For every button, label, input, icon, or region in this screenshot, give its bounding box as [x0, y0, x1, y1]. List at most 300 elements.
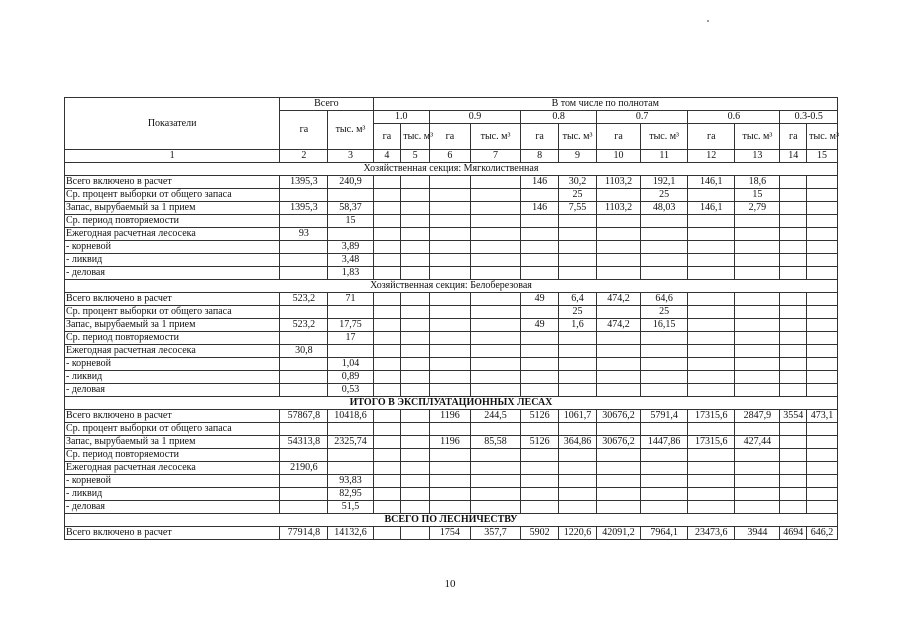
row-label: Всего включено в расчет — [65, 293, 280, 306]
table-cell — [401, 449, 430, 462]
table-cell — [373, 176, 401, 189]
table-cell — [521, 306, 559, 319]
table-cell — [807, 332, 838, 345]
table-cell — [735, 293, 780, 306]
table-cell — [559, 254, 597, 267]
table-cell: 5126 — [521, 410, 559, 423]
table-cell — [559, 228, 597, 241]
table-cell: 15 — [328, 215, 373, 228]
table-cell — [780, 371, 807, 384]
table-cell — [280, 488, 328, 501]
table-cell — [780, 345, 807, 358]
table-cell — [780, 215, 807, 228]
table-cell: 364,86 — [559, 436, 597, 449]
table-cell — [280, 501, 328, 514]
table-cell — [735, 449, 780, 462]
table-row — [65, 436, 838, 449]
table-cell — [401, 371, 430, 384]
header-unit-ha: га — [429, 124, 470, 150]
table-cell — [559, 345, 597, 358]
column-number: 1 — [65, 150, 280, 163]
scan-speck — [707, 20, 709, 22]
table-cell — [401, 176, 430, 189]
table-cell — [735, 345, 780, 358]
row-label: Запас, вырубаемый за 1 прием — [65, 202, 280, 215]
table-cell — [401, 202, 430, 215]
table-cell — [470, 241, 520, 254]
table-cell — [780, 293, 807, 306]
table-cell — [373, 293, 401, 306]
section-row — [65, 397, 838, 410]
table-cell — [373, 189, 401, 202]
table-cell — [373, 527, 401, 540]
section-title: ВСЕГО ПО ЛЕСНИЧЕСТВУ — [65, 514, 838, 527]
table-cell — [735, 319, 780, 332]
table-cell — [735, 215, 780, 228]
table-cell — [401, 488, 430, 501]
table-cell — [429, 475, 470, 488]
table-row — [65, 527, 838, 540]
table-cell: 0,53 — [328, 384, 373, 397]
table-cell — [521, 189, 559, 202]
table-cell — [429, 332, 470, 345]
table-cell — [780, 501, 807, 514]
column-number: 14 — [780, 150, 807, 163]
header-total: Всего — [280, 98, 373, 111]
table-row — [65, 488, 838, 501]
table-cell — [641, 371, 688, 384]
table-body — [65, 163, 838, 540]
table-row — [65, 475, 838, 488]
table-cell: 2190,6 — [280, 462, 328, 475]
table-cell — [373, 319, 401, 332]
table-cell — [429, 384, 470, 397]
table-cell — [596, 306, 640, 319]
table-cell — [688, 501, 735, 514]
table-cell — [280, 254, 328, 267]
table-cell — [401, 345, 430, 358]
table-cell — [559, 449, 597, 462]
table-cell — [735, 501, 780, 514]
table-cell — [470, 254, 520, 267]
table-cell — [596, 345, 640, 358]
table-cell — [401, 267, 430, 280]
row-label: Ежегодная расчетная лесосека — [65, 228, 280, 241]
row-label: Ср. процент выборки от общего запаса — [65, 306, 280, 319]
table-cell — [559, 267, 597, 280]
table-row — [65, 384, 838, 397]
header-density-6: 0.3-0.5 — [780, 111, 838, 124]
table-cell — [470, 449, 520, 462]
header-unit-ha: га — [373, 124, 401, 150]
section-title: Хозяйственная секция: Белоберезовая — [65, 280, 838, 293]
table-row — [65, 332, 838, 345]
table-cell — [280, 306, 328, 319]
table-cell: 49 — [521, 293, 559, 306]
table-cell — [688, 345, 735, 358]
table-cell — [641, 228, 688, 241]
table-cell — [735, 228, 780, 241]
table-cell: 4694 — [780, 527, 807, 540]
table-cell — [373, 358, 401, 371]
table-cell: 14132,6 — [328, 527, 373, 540]
table-cell — [373, 436, 401, 449]
table-cell — [328, 306, 373, 319]
column-number: 3 — [328, 150, 373, 163]
table-cell — [735, 241, 780, 254]
table-cell — [280, 371, 328, 384]
header-unit-ha: га — [780, 124, 807, 150]
table-cell — [470, 423, 520, 436]
table-cell: 523,2 — [280, 319, 328, 332]
table-cell — [735, 306, 780, 319]
table-cell — [401, 358, 430, 371]
table-cell — [596, 241, 640, 254]
table-cell — [470, 371, 520, 384]
table-cell — [688, 423, 735, 436]
table-row — [65, 254, 838, 267]
table-cell — [807, 358, 838, 371]
table-cell — [429, 449, 470, 462]
table-cell — [401, 436, 430, 449]
table-cell — [521, 449, 559, 462]
table-cell: 93 — [280, 228, 328, 241]
table-cell — [735, 475, 780, 488]
table-cell: 2325,74 — [328, 436, 373, 449]
header-unit-m3: тыс. м³ — [735, 124, 780, 150]
table-cell — [521, 345, 559, 358]
table-cell: 18,6 — [735, 176, 780, 189]
table-cell — [688, 189, 735, 202]
table-cell: 3,89 — [328, 241, 373, 254]
table-cell — [807, 189, 838, 202]
row-label: Ср. процент выборки от общего запаса — [65, 189, 280, 202]
table-cell — [373, 228, 401, 241]
table-cell — [373, 306, 401, 319]
table-cell — [429, 267, 470, 280]
table-cell — [807, 254, 838, 267]
table-cell — [373, 332, 401, 345]
table-cell — [807, 293, 838, 306]
table-cell — [429, 176, 470, 189]
table-cell: 1103,2 — [596, 176, 640, 189]
table-cell — [429, 319, 470, 332]
table-cell — [429, 189, 470, 202]
table-cell — [373, 267, 401, 280]
table-row — [65, 202, 838, 215]
table-cell — [373, 371, 401, 384]
table-cell — [688, 475, 735, 488]
table-cell — [807, 176, 838, 189]
table-cell — [280, 475, 328, 488]
table-cell — [807, 228, 838, 241]
table-cell — [641, 449, 688, 462]
table-cell: 10418,6 — [328, 410, 373, 423]
table-cell: 7,55 — [559, 202, 597, 215]
table-cell — [596, 332, 640, 345]
table-cell — [373, 384, 401, 397]
table-cell: 51,5 — [328, 501, 373, 514]
table-cell — [429, 371, 470, 384]
table-row — [65, 371, 838, 384]
row-label: Всего включено в расчет — [65, 410, 280, 423]
table-cell — [780, 423, 807, 436]
header-indicators: Показатели — [65, 98, 280, 150]
table-cell — [641, 488, 688, 501]
table-cell — [559, 332, 597, 345]
table-cell: 30676,2 — [596, 436, 640, 449]
table-cell — [807, 241, 838, 254]
table-cell — [735, 332, 780, 345]
table-cell: 17315,6 — [688, 436, 735, 449]
table-cell: 1395,3 — [280, 202, 328, 215]
table-row — [65, 228, 838, 241]
table-cell — [735, 267, 780, 280]
table-cell — [429, 345, 470, 358]
table-cell: 7964,1 — [641, 527, 688, 540]
table-cell: 93,83 — [328, 475, 373, 488]
table-cell — [688, 306, 735, 319]
table-cell — [470, 332, 520, 345]
row-label: Ср. период повторяемости — [65, 215, 280, 228]
table-cell: 25 — [559, 189, 597, 202]
table-cell — [807, 475, 838, 488]
table-cell — [780, 228, 807, 241]
table-cell — [521, 423, 559, 436]
table-cell — [470, 215, 520, 228]
table-cell — [780, 358, 807, 371]
table-cell — [429, 462, 470, 475]
table-cell — [401, 319, 430, 332]
table-cell — [641, 267, 688, 280]
table-cell — [429, 423, 470, 436]
table-cell — [328, 462, 373, 475]
table-cell — [641, 332, 688, 345]
table-cell — [429, 306, 470, 319]
table-row — [65, 345, 838, 358]
table-cell: 25 — [559, 306, 597, 319]
table-cell — [401, 293, 430, 306]
table-cell — [328, 449, 373, 462]
section-title: Хозяйственная секция: Мягколиственная — [65, 163, 838, 176]
table-cell — [373, 501, 401, 514]
table-cell: 1061,7 — [559, 410, 597, 423]
table-cell — [401, 215, 430, 228]
table-row — [65, 410, 838, 423]
table-cell — [429, 202, 470, 215]
table-cell — [780, 475, 807, 488]
table-cell — [373, 254, 401, 267]
table-cell — [429, 358, 470, 371]
header-unit-ha: га — [521, 124, 559, 150]
table-row — [65, 358, 838, 371]
table-cell — [280, 358, 328, 371]
row-label: Ежегодная расчетная лесосека — [65, 462, 280, 475]
column-number: 9 — [559, 150, 597, 163]
table-cell — [401, 423, 430, 436]
table-cell — [641, 345, 688, 358]
table-cell — [470, 384, 520, 397]
column-number: 10 — [596, 150, 640, 163]
table-cell: 146 — [521, 176, 559, 189]
table-cell — [401, 228, 430, 241]
table-header — [65, 98, 838, 163]
table-cell — [596, 423, 640, 436]
table-cell: 58,37 — [328, 202, 373, 215]
table-cell: 64,6 — [641, 293, 688, 306]
table-cell: 2847,9 — [735, 410, 780, 423]
table-cell — [780, 267, 807, 280]
table-cell — [807, 501, 838, 514]
table-cell: 25 — [641, 189, 688, 202]
table-cell: 17 — [328, 332, 373, 345]
table-cell — [641, 462, 688, 475]
table-cell: 1,6 — [559, 319, 597, 332]
header-density-2: 0.9 — [429, 111, 520, 124]
table-cell — [470, 488, 520, 501]
table-cell — [596, 189, 640, 202]
table-row — [65, 176, 838, 189]
table-cell: 1196 — [429, 436, 470, 449]
table-cell: 6,4 — [559, 293, 597, 306]
table-cell — [641, 254, 688, 267]
forest-calc-table — [64, 97, 838, 540]
table-cell — [688, 332, 735, 345]
table-cell — [521, 215, 559, 228]
table-cell: 23473,6 — [688, 527, 735, 540]
column-number: 12 — [688, 150, 735, 163]
table-cell — [429, 293, 470, 306]
table-row — [65, 267, 838, 280]
table-cell — [521, 332, 559, 345]
table-cell — [596, 475, 640, 488]
table-cell — [807, 202, 838, 215]
table-row — [65, 449, 838, 462]
row-label: Запас, вырубаемый за 1 прием — [65, 319, 280, 332]
table-cell — [401, 475, 430, 488]
table-cell — [280, 189, 328, 202]
table-cell — [688, 215, 735, 228]
table-cell — [688, 267, 735, 280]
table-cell — [470, 462, 520, 475]
table-cell — [735, 423, 780, 436]
table-cell — [373, 345, 401, 358]
table-cell: 17,75 — [328, 319, 373, 332]
table-cell — [688, 384, 735, 397]
table-cell: 5126 — [521, 436, 559, 449]
table-cell — [280, 384, 328, 397]
table-cell: 1220,6 — [559, 527, 597, 540]
table-cell: 474,2 — [596, 319, 640, 332]
table-cell — [401, 462, 430, 475]
table-cell — [401, 254, 430, 267]
table-cell: 474,2 — [596, 293, 640, 306]
table-cell — [521, 371, 559, 384]
table-cell — [521, 475, 559, 488]
table-cell — [429, 215, 470, 228]
table-cell: 427,44 — [735, 436, 780, 449]
table-cell: 357,7 — [470, 527, 520, 540]
table-cell — [401, 241, 430, 254]
table-cell — [328, 345, 373, 358]
table-cell — [373, 215, 401, 228]
table-cell — [559, 423, 597, 436]
table-cell — [373, 462, 401, 475]
column-number: 4 — [373, 150, 401, 163]
row-label: Ср. период повторяемости — [65, 332, 280, 345]
row-label: Запас, вырубаемый за 1 прием — [65, 436, 280, 449]
table-cell: 5791,4 — [641, 410, 688, 423]
row-label: Всего включено в расчет — [65, 527, 280, 540]
table-cell: 2,79 — [735, 202, 780, 215]
section-row — [65, 514, 838, 527]
table-cell — [596, 488, 640, 501]
table-cell — [470, 501, 520, 514]
table-cell — [596, 228, 640, 241]
table-cell — [521, 241, 559, 254]
table-cell — [521, 254, 559, 267]
table-cell — [780, 254, 807, 267]
table-cell — [470, 319, 520, 332]
table-cell: 49 — [521, 319, 559, 332]
table-cell: 1103,2 — [596, 202, 640, 215]
header-unit-m3: тыс. м³ — [807, 124, 838, 150]
table-cell — [470, 189, 520, 202]
table-cell — [641, 501, 688, 514]
table-cell — [401, 384, 430, 397]
table-cell — [373, 241, 401, 254]
row-label: - деловая — [65, 501, 280, 514]
table-cell — [807, 449, 838, 462]
table-cell — [373, 488, 401, 501]
table-cell — [401, 501, 430, 514]
table-cell — [596, 501, 640, 514]
table-cell — [807, 488, 838, 501]
table-cell: 1395,3 — [280, 176, 328, 189]
table-cell: 25 — [641, 306, 688, 319]
table-cell — [807, 215, 838, 228]
table-cell — [470, 345, 520, 358]
table-cell: 3,48 — [328, 254, 373, 267]
table-cell — [429, 241, 470, 254]
table-cell — [780, 176, 807, 189]
table-cell — [641, 215, 688, 228]
table-cell: 57867,8 — [280, 410, 328, 423]
table-cell: 5902 — [521, 527, 559, 540]
table-cell — [521, 228, 559, 241]
table-cell: 85,58 — [470, 436, 520, 449]
table-cell — [596, 462, 640, 475]
table-cell — [559, 384, 597, 397]
column-number: 13 — [735, 150, 780, 163]
header-total-m3: тыс. м³ — [328, 111, 373, 150]
table-cell — [280, 241, 328, 254]
table-cell — [780, 319, 807, 332]
table-cell: 523,2 — [280, 293, 328, 306]
table-cell — [688, 462, 735, 475]
table-cell — [280, 267, 328, 280]
table-cell: 1,83 — [328, 267, 373, 280]
table-cell — [735, 462, 780, 475]
header-density-5: 0.6 — [688, 111, 780, 124]
table-cell — [401, 189, 430, 202]
table-cell: 146,1 — [688, 202, 735, 215]
table-cell: 3554 — [780, 410, 807, 423]
table-cell — [470, 475, 520, 488]
header-density-1: 1.0 — [373, 111, 429, 124]
table-cell: 192,1 — [641, 176, 688, 189]
table-cell — [470, 358, 520, 371]
